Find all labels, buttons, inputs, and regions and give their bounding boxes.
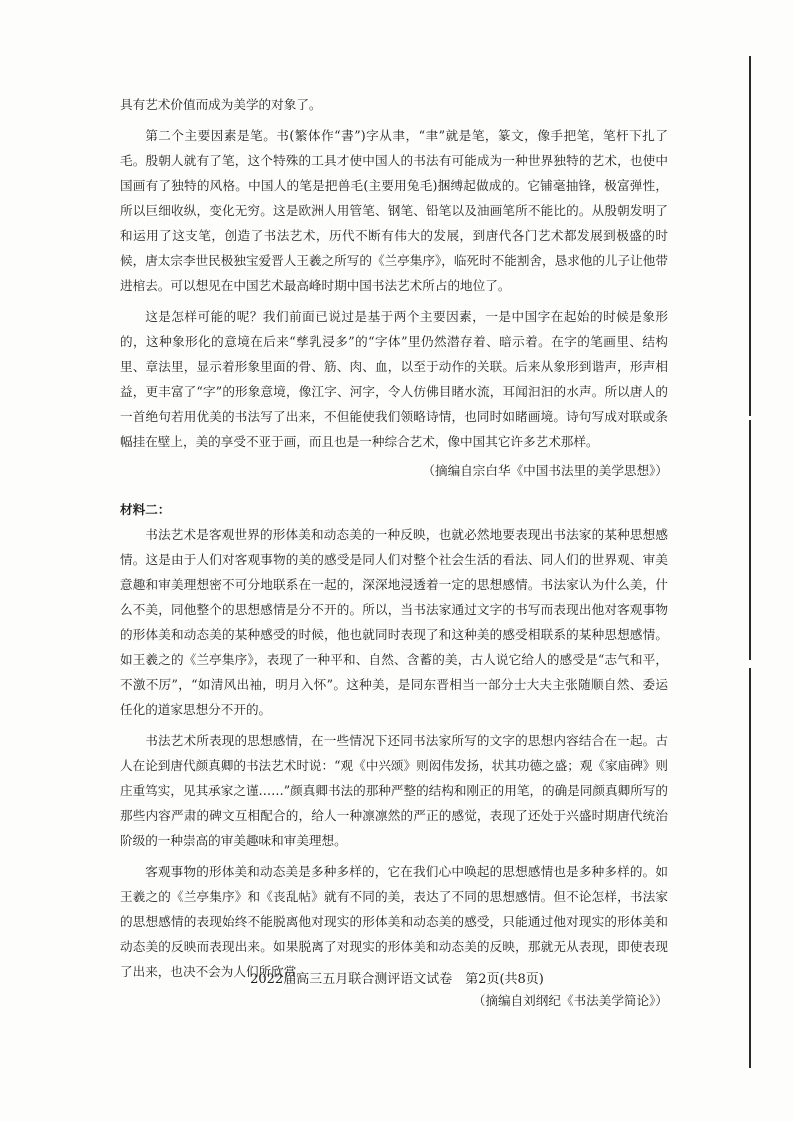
- paragraph-variety: 客观事物的形体美和动态美是多种多样的，它在我们心中唤起的思想感情也是多种多样的。如王羲之的《兰亭集序》和《丧乱帖》就有不同的美，表达了不同的思想感情。但不论怎样，书法家的思想感情的表现始终不能脱离他对现实的形体美和动态美的感受，只能通过他对现实的形体美和动态美的反映而表现出来。如果脱离了对现实的形体美和动态美的反映，那就无从表现，即使表现了出来，也决不会为人们所欣赏。: [120, 864, 668, 979]
- citation-liu-gangji: （摘编自刘纲纪《书法美学简论》）: [472, 993, 668, 1008]
- citation-zong-baihua: （摘编自宗白华《中国书法里的美学思想》）: [422, 463, 668, 478]
- paragraph-continuation: 具有艺术价值而成为美学的对象了。: [120, 97, 322, 112]
- binding-line-top: [749, 56, 751, 416]
- binding-line-middle: [749, 420, 751, 660]
- article-body: [120, 92, 668, 1013]
- paragraph-pictographic: 这是怎样可能的呢？我们前面已说过是基于两个主要因素，一是中国字在起始的时候是象形的，这种象形化的意境在后来“孳乳浸多”的“字体”里仍然潜存着、暗示着。在字的笔画里、结构里、章法里，显示着形象里面的骨、筋、肉、血，以至于动作的关联。后来从象形到谐声，形声相益，更丰富了“字”的形象意境，像江字、河字，令人仿佛目睹水流，耳闻汩汩的水声。所以唐人的一首绝句若用优美的书法写了出来，不但能使我们领略诗情，也同时如睹画境。诗句写成对联或条幅挂在壁上，美的享受不亚于画，而且也是一种综合艺术，像中国其它许多艺术那样。: [120, 309, 668, 449]
- paragraph-brush: 第二个主要因素是笔。书(繁体作“書”)字从聿，“聿”就是笔，篆文，像手把笔，笔杆下扎了毛。殷朝人就有了笔，这个特殊的工具才使中国人的书法有可能成为一种世界独特的艺术，也使中国画有了独特的风格。中国人的笔是把兽毛(主要用兔毛)捆缚起做成的。它铺毫抽锋，极富弹性，所以巨细收纵，变化无穷。这是欧洲人用管笔、钢笔、铅笔以及油画笔所不能比的。从殷朝发明了和运用了这支笔，创造了书法艺术，历代不断有伟大的发展，到唐代各门艺术都发展到极盛的时候，唐太宗李世民极独宝爱晋人王羲之所写的《兰亭集序》，临死时不能割舍，恳求他的儿子让他带进棺去。可以想见在中国艺术最高峰时期中国书法艺术所占的地位了。: [120, 128, 668, 293]
- material-two-heading: 材料二：: [120, 502, 171, 517]
- page-footer: 2022届高三五月联合测评语文试卷 第2页(共8页): [250, 972, 544, 987]
- paragraph-yan-zhenqing: 书法艺术所表现的思想感情，在一些情况下还同书法家所写的文字的思想内容结合在一起。古人在论到唐代颜真卿的书法艺术时说：“观《中兴颂》则闳伟发扬，状其功德之盛；观《家庙碑》则庄重笃实，见其承家之谨……”颜真卿书法的那种严整的结构和刚正的用笔，的确是同颜真卿所写的那些内容严肃的碑文互相配合的，给人一种凛凛然的严正的感觉，表现了还处于兴盛时期唐代统治阶级的一种崇高的审美趣味和审美理想。: [120, 733, 668, 848]
- binding-line-bottom: [749, 668, 751, 1068]
- paragraph-reflection: 书法艺术是客观世界的形体美和动态美的一种反映，也就必然地要表现出书法家的某种思想感情。这是由于人们对客观事物的美的感受是同人们对整个社会生活的看法、同人们的世界观、审美意趣和审美理想密不可分地联系在一起的，深深地浸透着一定的思想感情。书法家认为什么美，什么不美，同他整个的思想感情是分不开的。所以，当书法家通过文字的书写而表现出他对客观事物的形体美和动态美的某种感受的时候，他也就同时表现了和这种美的感受相联系的某种思想感情。如王羲之的《兰亭集序》，表现了一种平和、自然、含蓄的美，古人说它给人的感受是“志气和平，不激不厉”，“如清风出袖，明月入怀”。这种美，是同东晋相当一部分士大夫主张随顺自然、委运任化的道家思想分不开的。: [120, 527, 668, 717]
